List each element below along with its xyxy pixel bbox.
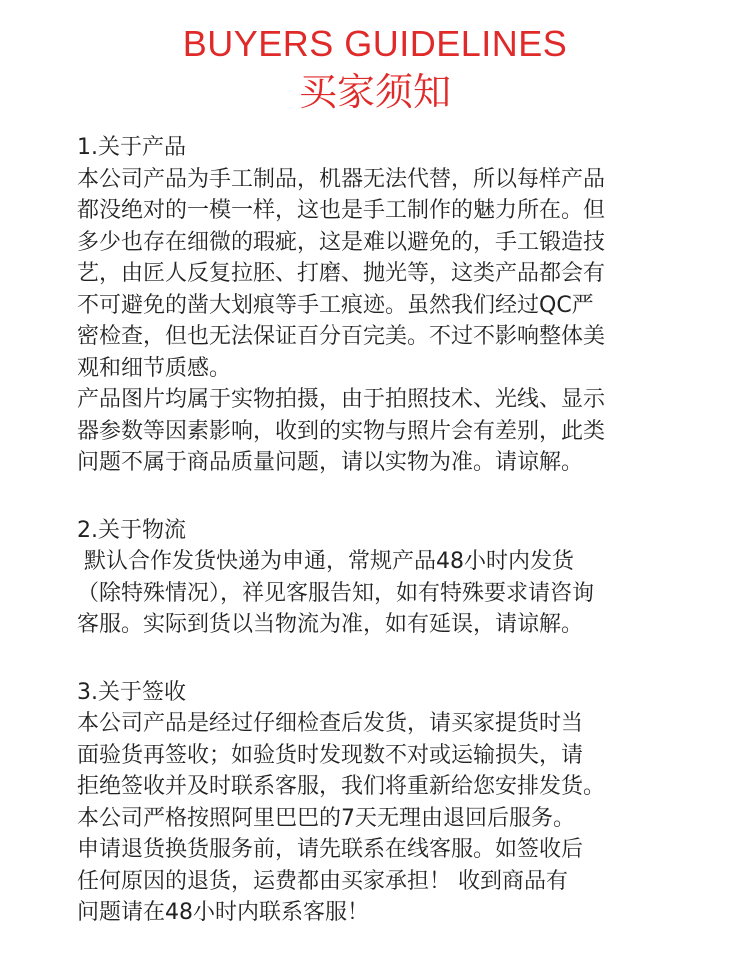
text-line: 申请退货换货服务前，请先联系在线客服。如签收后 <box>77 837 584 862</box>
text-line: 面验货再签收；如验货时发现数不对或运输损失，请 <box>77 742 584 768</box>
title-english: BUYERS GUIDELINES <box>182 23 568 64</box>
text-line: 问题请在48小时内联系客服！ <box>77 900 369 925</box>
guidelines-content <box>77 132 717 965</box>
section-title: 2.关于物流 <box>77 517 186 543</box>
text-line: 多少也存在细微的瑕疵，这是难以避免的，手工锻造技 <box>77 229 606 255</box>
section-product <box>77 132 717 479</box>
text-line: 任何原因的退货，运费都由买家承担！ 收到商品有 <box>77 868 568 894</box>
section-body <box>77 164 717 479</box>
text-line: 拒绝签收并及时联系客服，我们将重新给您安排发货。 <box>77 774 606 799</box>
header <box>0 0 750 116</box>
section-title: 1.关于产品 <box>77 135 186 160</box>
text-line: 本公司产品为手工制品，机器无法代替，所以每样产品 <box>77 166 606 192</box>
text-line: 密检查，但也无法保证百分百完美。不过不影响整体美 <box>77 324 606 349</box>
text-line: 问题不属于商品质量问题，请以实物为准。请谅解。 <box>77 450 584 475</box>
text-line: 艺，由匠人反复拉胚、打磨、抛光等，这类产品都会有 <box>77 261 606 286</box>
title-chinese: 买家须知 <box>298 70 451 114</box>
section-receipt <box>77 677 717 929</box>
text-line: 客服。实际到货以当物流为准，如有延误，请谅解。 <box>77 612 584 637</box>
text-line: 本公司产品是经过仔细检查后发货，请买家提货时当 <box>77 711 584 736</box>
section-title: 3.关于签收 <box>77 679 186 705</box>
text-line: 本公司严格按照阿里巴巴的7天无理由退回后服务。 <box>77 805 575 831</box>
section-logistics <box>77 515 717 641</box>
text-line: 不可避免的凿大划痕等手工痕迹。虽然我们经过QC严 <box>77 292 594 318</box>
text-line: 观和细节质感。 <box>77 355 232 381</box>
section-body <box>77 546 717 641</box>
text-line: 器参数等因素影响，收到的实物与照片会有差别，此类 <box>77 418 606 444</box>
text-line: （除特殊情况），祥见客服告知，如有特殊要求请咨询 <box>77 580 595 606</box>
text-line: 都没绝对的一模一样，这也是手工制作的魅力所在。但 <box>77 198 606 223</box>
text-line: 产品图片均属于实物拍摄，由于拍照技术、光线、显示 <box>77 387 606 412</box>
text-line: 默认合作发货快递为申通，常规产品48小时内发货 <box>77 549 574 574</box>
section-body <box>77 708 717 929</box>
